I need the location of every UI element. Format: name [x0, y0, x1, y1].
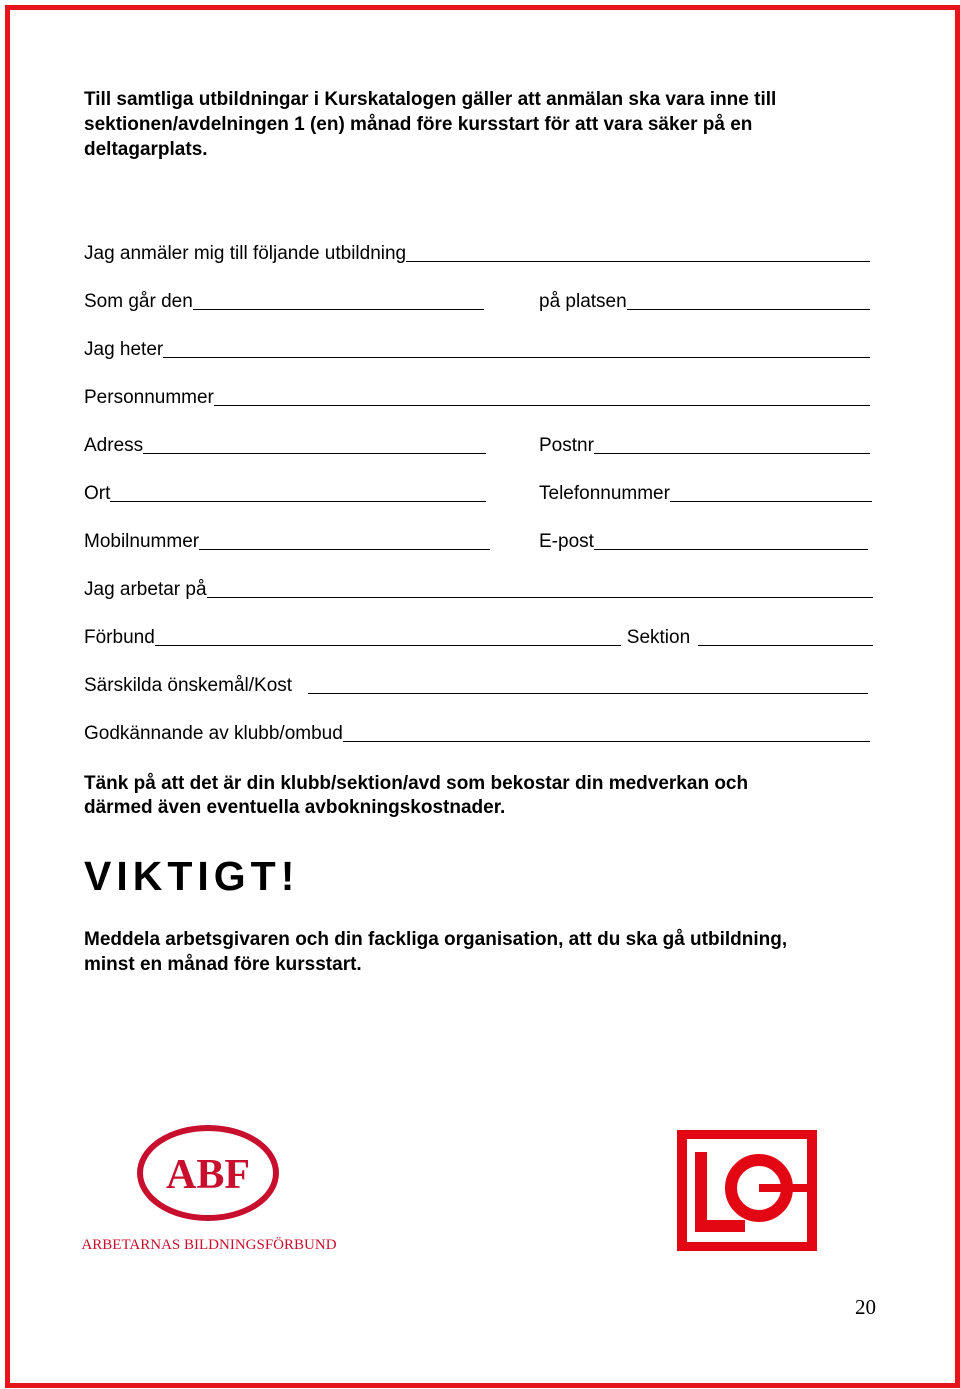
row-postnr: [539, 433, 870, 457]
field-telefonnummer[interactable]: [670, 501, 872, 502]
field-personnummer[interactable]: [214, 405, 870, 406]
label-postnr: Postnr: [539, 435, 594, 456]
row-jag-heter: [84, 337, 870, 361]
label-personnummer: Personnummer: [84, 387, 214, 408]
abf-logo: [78, 1125, 340, 1255]
field-epost[interactable]: [594, 549, 868, 550]
row-telefonnummer: [539, 481, 872, 505]
row-sarskilda: [84, 673, 868, 697]
cost-notice: Tänk på att det är din klubb/sektion/avd som bekostar din medverkan och därmed även eventuella avbokningskostnader.: [84, 773, 749, 818]
abf-logo-name: ARBETARNAS BILDNINGSFÖRBUND: [81, 1237, 337, 1253]
row-utbildning: [84, 241, 870, 265]
field-jag-heter[interactable]: [163, 357, 870, 358]
lo-logo: [677, 1130, 817, 1251]
page-number: 20: [855, 1295, 876, 1319]
intro-text: Till samtliga utbildningar i Kurskatalogen gäller att anmälan ska vara inne till sektionen/avdelningen 1 (en) månad före kursstart för att vara säker på en deltagarplats.: [84, 89, 777, 160]
label-utbildning: Jag anmäler mig till följande utbildning: [84, 243, 407, 264]
field-godkannande[interactable]: [343, 741, 870, 742]
field-jag-arbetar-pa[interactable]: [207, 597, 873, 598]
field-mobilnummer[interactable]: [199, 549, 490, 550]
label-jag-heter: Jag heter: [84, 339, 164, 360]
field-utbildning[interactable]: [406, 261, 870, 262]
label-som-gar-den: Som går den: [84, 291, 193, 312]
row-pa-platsen: [539, 289, 870, 313]
abf-logo-mark: ABF: [166, 1152, 250, 1198]
employer-notice: Meddela arbetsgivaren och din fackliga organisation, att du ska gå utbildning, minst en månad före kursstart.: [84, 929, 788, 975]
field-postnr[interactable]: [594, 453, 870, 454]
field-pa-platsen[interactable]: [627, 309, 870, 310]
field-som-gar-den[interactable]: [193, 309, 484, 310]
label-adress: Adress: [84, 435, 144, 456]
label-epost: E-post: [539, 531, 594, 552]
label-sarskilda: Särskilda önskemål/Kost: [84, 675, 293, 696]
row-personnummer: [84, 385, 870, 409]
row-godkannande: [84, 721, 870, 745]
label-sektion: Sektion: [626, 627, 691, 648]
label-godkannande: Godkännande av klubb/ombud: [84, 723, 343, 744]
label-pa-platsen: på platsen: [539, 291, 627, 312]
label-mobilnummer: Mobilnummer: [84, 531, 200, 552]
field-sarskilda[interactable]: [308, 693, 868, 694]
label-ort: Ort: [84, 483, 111, 504]
label-telefonnummer: Telefonnummer: [539, 483, 670, 504]
field-sektion[interactable]: [698, 645, 873, 646]
field-ort[interactable]: [110, 501, 486, 502]
label-jag-arbetar-pa: Jag arbetar på: [84, 579, 207, 600]
row-epost: [539, 529, 868, 553]
row-ort: [84, 481, 486, 505]
field-forbund[interactable]: [155, 645, 621, 646]
row-adress: [84, 433, 486, 457]
field-adress[interactable]: [143, 453, 486, 454]
row-som-gar-den: [84, 289, 484, 313]
row-jag-arbetar-pa: [84, 577, 873, 601]
row-forbund: [84, 625, 873, 649]
row-mobilnummer: [84, 529, 490, 553]
important-heading: VIKTIGT!: [84, 853, 300, 899]
label-forbund: Förbund: [84, 627, 155, 648]
